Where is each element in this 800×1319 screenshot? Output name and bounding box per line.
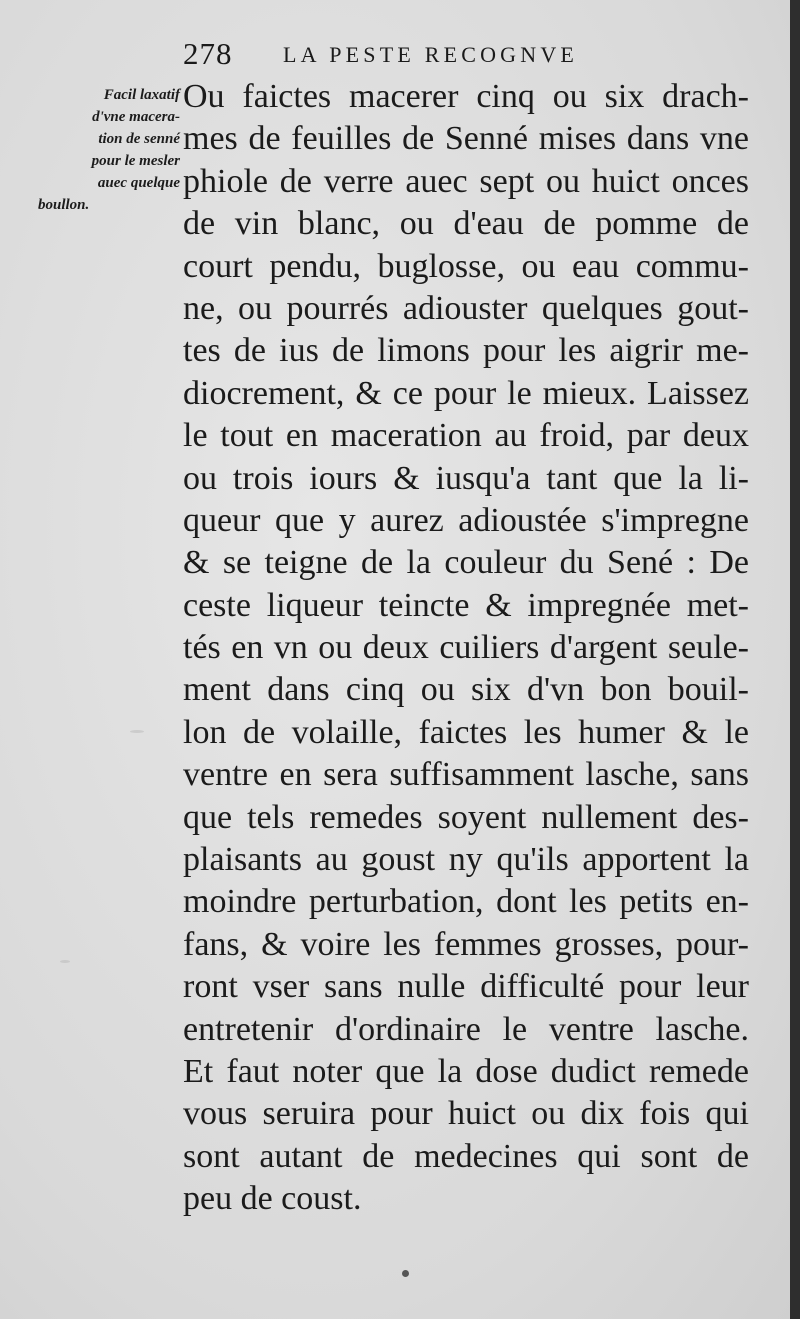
marginal-note-line: tion de senné <box>98 131 180 147</box>
marginal-note-line: boullon. <box>38 197 90 213</box>
text-line: mes de feuilles de Senné mises dans vne <box>183 120 749 158</box>
paper-speck <box>60 960 70 963</box>
paper-speck <box>402 1270 409 1277</box>
text-line: ceste liqueur teincte & impregnée met- <box>183 586 749 624</box>
marginal-note-line: Facil laxatif <box>103 87 180 103</box>
marginal-note-line: pour le mesler <box>91 153 180 169</box>
text-line: & se teigne de la couleur du Sené : De <box>183 544 749 582</box>
text-line: moindre perturbation, dont les petits en- <box>183 883 749 921</box>
text-line: Et faut noter que la dose dudict remede <box>183 1052 749 1090</box>
text-line: tés en vn ou deux cuiliers d'argent seule- <box>183 629 749 667</box>
marginal-note-line: d'vne macera- <box>92 109 180 125</box>
text-line: Ou faictes macerer cinq ou six drach- <box>183 78 749 115</box>
text-line: que tels remedes soyent nullement des- <box>183 798 749 836</box>
text-line: ne, ou pourrés adiouster quelques gout- <box>183 289 749 327</box>
text-line: de vin blanc, ou d'eau de pomme de <box>183 205 749 243</box>
main-text-block <box>183 76 749 1221</box>
text-line: peu de coust. <box>183 1180 362 1218</box>
marginal-note-line: auec quelque <box>97 175 180 191</box>
text-line: ront vser sans nulle difficulté pour leur <box>183 968 749 1006</box>
text-line: ment dans cinq ou six d'vn bon bouil- <box>183 671 749 709</box>
text-line: ventre en sera suffisamment lasche, sans <box>183 756 749 794</box>
text-line: tes de ius de limons pour les aigrir me- <box>183 332 749 370</box>
marginal-note <box>38 84 180 216</box>
text-line: ou trois iours & iusqu'a tant que la li- <box>183 459 749 497</box>
page-edge-shadow <box>790 0 800 1319</box>
text-line: court pendu, buglosse, ou eau commu- <box>183 247 749 285</box>
text-line: vous seruira pour huict ou dix fois qui <box>183 1095 749 1133</box>
text-line: diocrement, & ce pour le mieux. Laissez <box>183 374 749 412</box>
text-line: le tout en maceration au froid, par deux <box>183 417 749 455</box>
text-line: sont autant de medecines qui sont de <box>183 1137 749 1175</box>
text-line: queur que y aurez adioustée s'impregne <box>183 501 749 539</box>
page-number: 278 <box>183 36 233 71</box>
text-line: fans, & voire les femmes grosses, pour- <box>183 925 749 963</box>
running-head: LA PESTE RECOGNVE <box>283 42 579 67</box>
text-line: entretenir d'ordinaire le ventre lasche. <box>183 1010 749 1048</box>
text-line: phiole de verre auec sept ou huict onces <box>183 162 749 200</box>
paper-speck <box>130 730 144 733</box>
text-line: lon de volaille, faictes les humer & le <box>183 713 749 751</box>
text-line: plaisants au goust ny qu'ils apportent la <box>183 841 749 879</box>
